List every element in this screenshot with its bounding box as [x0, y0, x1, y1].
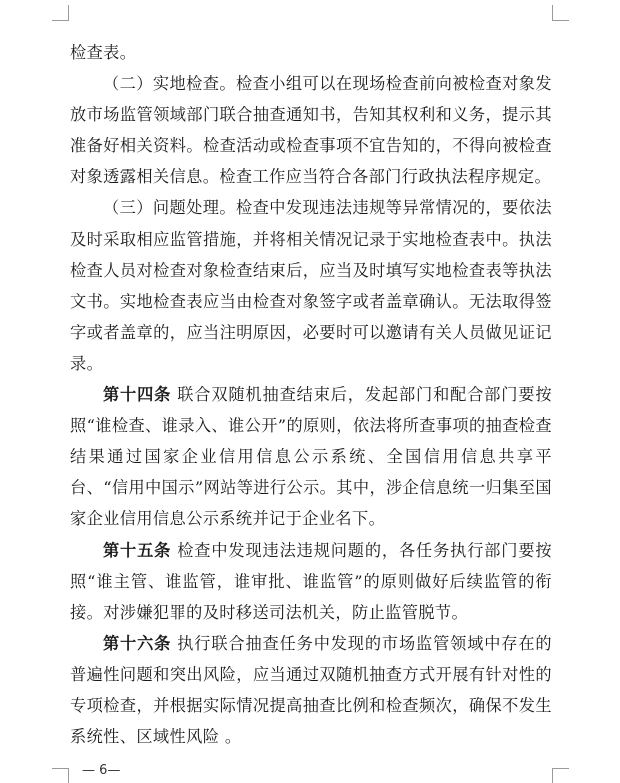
article-heading: 第十六条 [103, 633, 172, 653]
paragraph-onsite-inspection [70, 68, 552, 192]
crop-mark-top-left-h [52, 20, 69, 21]
crop-mark-top-right-v [552, 5, 553, 21]
crop-mark-bottom-right-v [552, 768, 553, 783]
article-14 [70, 379, 552, 534]
crop-mark-top-right-h [552, 20, 569, 21]
article-text: 检查中发现违法违规问题的，各任务执行部门要按照“谁主管、谁监管，谁审批、谁监管”的原则做好后续监管的衔接。对涉嫌犯罪的及时移送司法机关，防止监管脱节。 [70, 540, 553, 622]
article-16 [70, 628, 552, 752]
crop-mark-bottom-right-h [552, 768, 569, 769]
paragraph-text: （三）问题处理。检查中发现违法违规等异常情况的，要依法及时采取相应监管措施，并将相关情况记录于实地检查表中。执法检查人员对检查对象检查结束后，应当及时填写实地检查表等执法文书。实地检查表应当由检查对象签字或者盖章确认。无法取得签字或者盖章的，应当注明原因，必要时可以邀请有关人员做见证记录。 [70, 198, 552, 373]
article-heading: 第十五条 [103, 540, 172, 560]
article-text: 联合双随机抽查结束后，发起部门和配合部门要按照“谁检查、谁录入、谁公开”的原则，依法将所查事项的抽查检查结果通过国家企业信用信息公示系统、全国信用信息共享平台、“信用中国示”网站等进行公示。其中，涉企信息统一归集至国家企业信用信息公示系统并记于企业名下。 [70, 385, 553, 529]
document-body [70, 37, 552, 752]
crop-mark-bottom-left-v [68, 768, 69, 783]
page-number: — 6— [82, 763, 121, 778]
paragraph-text: 检查表。 [70, 43, 137, 62]
crop-mark-bottom-left-h [52, 768, 69, 769]
paragraph-continuation [70, 37, 552, 68]
article-text: 执行联合抽查任务中发现的市场监管领域中存在的普遍性问题和突出风险，应当通过双随机抽查方式开展有针对性的专项检查，并根据实际情况提高抽查比例和检查频次，确保不发生系统性、区域性风险 。 [70, 633, 553, 747]
article-15 [70, 535, 552, 628]
paragraph-problem-handling [70, 192, 552, 379]
paragraph-text: （二）实地检查。检查小组可以在现场检查前向被检查对象发放市场监管领域部门联合抽查通知书，告知其权利和义务，提示其准备好相关资料。检查活动或检查事项不宜告知的，不得向被检查对象透露相关信息。检查工作应当符合各部门行政执法程序规定。 [70, 74, 552, 187]
crop-mark-top-left-v [68, 5, 69, 21]
article-heading: 第十四条 [103, 385, 172, 405]
